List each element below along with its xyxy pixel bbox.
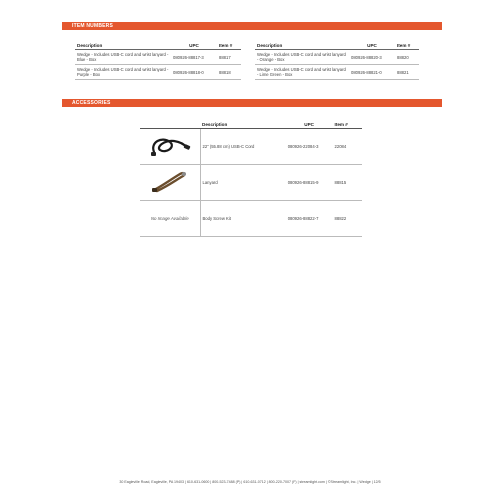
table-row xyxy=(75,50,241,65)
usb-cord-image xyxy=(148,132,192,160)
col-image xyxy=(140,120,200,129)
upc-cell: 080926-88822-7 xyxy=(286,201,333,237)
item-cell: 88815 xyxy=(333,165,362,201)
col-description: Description xyxy=(75,41,171,50)
description-cell: Wedge - Includes USB-C cord and wrist lanyard - Purple - Box xyxy=(75,65,171,80)
col-description: Description xyxy=(255,41,349,50)
table-row xyxy=(255,50,419,65)
upc-cell: 080926-22084-3 xyxy=(286,129,333,165)
item-cell: 88820 xyxy=(395,50,419,65)
lanyard-image xyxy=(148,168,192,196)
col-item: Item # xyxy=(333,120,362,129)
description-cell: Lanyard xyxy=(200,165,286,201)
table-row xyxy=(140,201,362,237)
table-row xyxy=(255,65,419,80)
accessories-table xyxy=(140,120,362,237)
upc-cell: 080926-88817-3 xyxy=(171,50,217,65)
item-cell: 88818 xyxy=(217,65,241,80)
col-description: Description xyxy=(200,120,286,129)
image-cell xyxy=(140,129,200,165)
upc-cell: 080926-88815-9 xyxy=(286,165,333,201)
upc-cell: 080926-88820-3 xyxy=(349,50,395,65)
item-cell: 88821 xyxy=(395,65,419,80)
item-cell: 22084 xyxy=(333,129,362,165)
col-item: Item # xyxy=(217,41,241,50)
upc-cell: 080926-88818-0 xyxy=(171,65,217,80)
item-table-right xyxy=(255,41,419,80)
upc-cell: 080926-88821-0 xyxy=(349,65,395,80)
section-header-item-numbers: ITEM NUMBERS xyxy=(62,22,442,30)
description-cell: Body Screw Kit xyxy=(200,201,286,237)
col-upc: UPC xyxy=(349,41,395,50)
no-image-label: No Image Available xyxy=(140,201,200,237)
table-row xyxy=(75,65,241,80)
item-table-left xyxy=(75,41,241,80)
table-row xyxy=(140,165,362,201)
page-footer: 30 Eagleville Road, Eagleville, PA 19403 | 610-631-0600 | 800-523-7488 (P) | 610-631-0712 | 800-220-7007 (F) | streamlight.com | ©Streamlight, Inc. | Wedge | 12/5 xyxy=(119,480,381,484)
description-cell: Wedge - Includes USB-C cord and wrist lanyard - Blue - Box xyxy=(75,50,171,65)
col-upc: UPC xyxy=(286,120,333,129)
description-cell: Wedge - Includes USB-C cord and wrist lanyard - Orange - Box xyxy=(255,50,349,65)
col-upc: UPC xyxy=(171,41,217,50)
col-item: Item # xyxy=(395,41,419,50)
description-cell: Wedge - Includes USB-C cord and wrist lanyard - Lime Green - Box xyxy=(255,65,349,80)
table-row xyxy=(140,129,362,165)
section-header-accessories: ACCESSORIES xyxy=(62,99,442,107)
image-cell xyxy=(140,165,200,201)
item-cell: 88817 xyxy=(217,50,241,65)
item-cell: 88822 xyxy=(333,201,362,237)
description-cell: 22" (55.88 cm) USB-C Cord xyxy=(200,129,286,165)
